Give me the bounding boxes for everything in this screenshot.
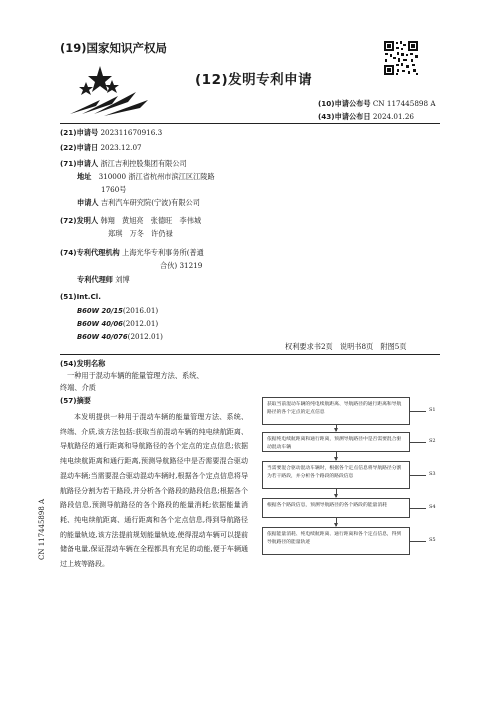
address-line-2: 1760号: [101, 185, 127, 194]
flow-step-label: S5: [429, 537, 436, 543]
flow-step-label: S2: [429, 438, 436, 444]
abstract-label: (57)摘要: [60, 396, 91, 405]
flow-arrow: [336, 452, 337, 460]
publication-date: (43)申请公布日 2024.01.26: [318, 112, 414, 121]
inventors: (72)发明人 韩翔 黄旭亮 张德旺 李伟城: [60, 216, 202, 225]
flow-step-box: 依据能量消耗、纯电续航距离、通行距离和各个定点信息，得到导航路径的能量轨迹: [262, 527, 410, 555]
ipc-entry: B60W 40/06(2012.01): [77, 319, 159, 328]
abstract-text: 本发明提供一种用于混动车辆的能量管理方法、系统、终端、介质,该方法包括:获取当前混动车辆的纯电续航距离、导航路径的通行距离和导航路径的各个定点的定点信息;依据纯电续航距离和通行距离,预测导航路径中是否需要混合驱动混动车辆;当需要混合驱动混动车辆时,根据各个定点信息将导航路径分割为若干路段,并分析各个路段的路段信息;根据各个路段信息,预测导航路径的各个路段的能量消耗;依据能量消耗、纯电续航距离、通行距离和各个定点信息,得到导航路径的能量轨迹,该方法提前规划能量轨迹,使得混动车辆可以提前储备电量,保证混动车辆在全程都具有充足的动能,便于车辆通过上坡等路段。: [60, 413, 248, 569]
page-counts: 权利要求书2页 说明书8页 附图5页: [285, 342, 407, 351]
flow-step-label: S4: [429, 504, 436, 510]
inventors-line-2: 郑琪 万冬 许仍禄: [108, 229, 173, 238]
flow-leader-line: [410, 411, 426, 412]
flow-leader-line: [410, 475, 426, 476]
body-divider: [60, 354, 440, 355]
ipc-entry: B60W 20/15(2016.01): [77, 306, 159, 315]
invention-title-line-2: 终端、介质: [60, 383, 96, 392]
address: 地址 310000 浙江省杭州市滨江区江陵路: [77, 172, 215, 181]
applicant: (71)申请人 浙江吉利控股集团有限公司: [60, 159, 187, 168]
flow-arrow: [336, 489, 337, 497]
publication-number: (10)申请公布号 CN 117445898 A: [318, 99, 436, 108]
flow-arrow: [336, 518, 337, 526]
ipc-label: (51)Int.Cl.: [60, 292, 101, 301]
qr-code-icon: [383, 40, 419, 76]
header-divider: [60, 123, 440, 124]
flow-arrow: [336, 425, 337, 431]
invention-title-label: (54)发明名称: [60, 359, 106, 368]
flow-leader-line: [410, 508, 426, 509]
flow-step-box: 获取当前混动车辆的纯电续航距离、导航路径的通行距离和导航路径的各个定点的定点信息: [262, 397, 410, 425]
patent-office: (19)国家知识产权局: [60, 41, 168, 55]
patent-agency-line-2: 合伙) 31219: [160, 261, 203, 270]
side-publication-number: CN 117445898 A: [38, 498, 46, 560]
invention-title: 一种用于混动车辆的能量管理方法、系统、: [67, 371, 204, 380]
application-number: (21)申请号 202311670916.3: [60, 128, 163, 137]
patent-agency: (74)专利代理机构 上海光华专利事务所(普通: [60, 248, 204, 257]
document-type: (12)发明专利申请: [195, 72, 313, 88]
flow-leader-line: [410, 541, 426, 542]
co-applicant: 申请人 吉利汽车研究院(宁波)有限公司: [77, 198, 200, 207]
office-logo: [60, 62, 150, 120]
flow-step-box: 当需要混合驱动混动车辆时，根据各个定点信息将导航路径分割为若干路段，并分析各个路段的路段信息: [262, 461, 410, 489]
flow-step-label: S1: [429, 407, 436, 413]
application-date: (22)申请日 2023.12.07: [60, 143, 142, 152]
patent-agent: 专利代理师 刘博: [77, 275, 130, 284]
flow-step-box: 依据纯电续航距离和通行距离，预测导航路径中是否需要混合驱动混动车辆: [262, 432, 410, 452]
flow-step-box: 根据各个路段信息，预测导航路径的各个路段的能量消耗: [262, 498, 410, 518]
ipc-entry: B60W 40/076(2012.01): [77, 332, 163, 341]
flow-step-label: S3: [429, 471, 436, 477]
flow-leader-line: [410, 442, 426, 443]
